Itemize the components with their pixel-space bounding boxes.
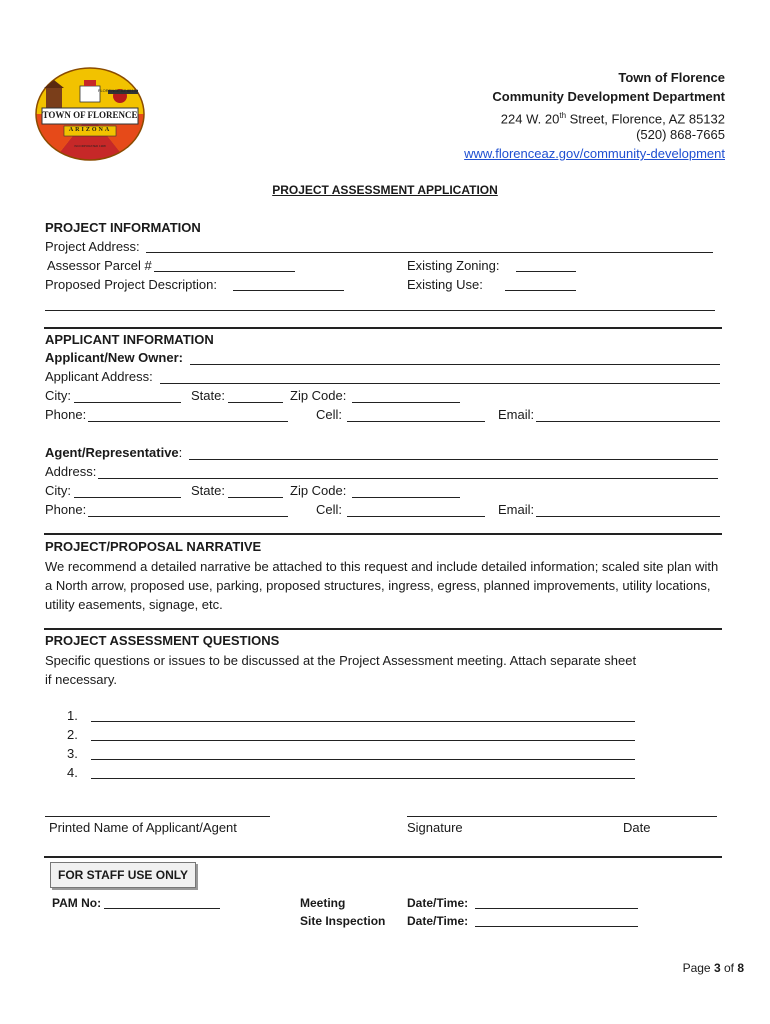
agent-state-label: State: [191, 483, 225, 498]
project-info-heading: PROJECT INFORMATION [45, 220, 201, 235]
agent-zip-field[interactable] [352, 497, 460, 498]
section-divider [44, 327, 722, 329]
applicant-state-label: State: [191, 388, 225, 403]
applicant-email-field[interactable] [536, 421, 720, 422]
page-current: 3 [713, 961, 721, 975]
agent-cell-field[interactable] [347, 516, 485, 517]
description-field[interactable] [233, 290, 344, 291]
page-total: 8 [737, 961, 744, 975]
agent-colon: : [178, 445, 183, 460]
question-number: 3. [67, 746, 78, 761]
question-field-1[interactable] [91, 721, 635, 722]
printed-name-field[interactable] [45, 816, 270, 817]
agent-zip-label: Zip Code: [290, 483, 347, 498]
applicant-address-field[interactable] [160, 383, 720, 384]
questions-text: Specific questions or issues to be discussed at the Project Assessment meeting. Attach separate sheet if necessary. [45, 653, 637, 687]
project-address-field[interactable] [146, 252, 713, 253]
project-address-label: Project Address: [45, 239, 140, 254]
agent-email-field[interactable] [536, 516, 720, 517]
staff-use-box: FOR STAFF USE ONLY [50, 862, 196, 888]
page-separator: of [720, 961, 738, 975]
agent-label-group [45, 445, 182, 461]
inspection-datetime-field[interactable] [475, 926, 638, 927]
agent-cell-label: Cell: [316, 502, 343, 517]
applicant-owner-label: Applicant/New Owner: [45, 350, 183, 365]
questions-heading: PROJECT ASSESSMENT QUESTIONS [45, 633, 280, 648]
logo-banner-text: TOWN OF FLORENCE [42, 110, 138, 120]
agent-state-field[interactable] [228, 497, 283, 498]
page-number [683, 960, 744, 976]
zoning-label: Existing Zoning: [407, 258, 500, 273]
section-divider [44, 628, 722, 630]
agent-city-field[interactable] [74, 497, 181, 498]
page-prefix: Page [682, 961, 714, 975]
description-label: Proposed Project Description: [45, 277, 217, 292]
applicant-state-field[interactable] [228, 402, 283, 403]
website-link[interactable]: www.florenceaz.gov/community-development [464, 146, 725, 161]
street-suffix: th [559, 111, 567, 120]
signature-date-field[interactable] [407, 816, 717, 817]
question-number: 1. [67, 708, 78, 723]
town-seal-logo [34, 66, 146, 162]
applicant-cell-field[interactable] [347, 421, 485, 422]
agent-address-label: Address: [45, 464, 97, 479]
signature-label: Signature [407, 820, 463, 835]
applicant-zip-label: Zip Code: [290, 388, 347, 403]
org-name: Town of Florence [618, 70, 725, 85]
agent-label: Agent/Representative [45, 445, 179, 460]
narrative-heading: PROJECT/PROPOSAL NARRATIVE [45, 539, 262, 554]
agent-phone-label: Phone: [45, 502, 87, 517]
narrative-text: We recommend a detailed narrative be attached to this request and include detailed information; scaled site plan with a North arrow, proposed use, parking, proposed structures, ingress, egress, planned improvements, utility locations, utility easements, signage, etc. [45, 559, 719, 612]
agent-name-field[interactable] [189, 459, 718, 460]
department-name: Community Development Department [492, 89, 725, 104]
meeting-datetime-label: Date/Time: [407, 896, 469, 910]
applicant-zip-field[interactable] [352, 402, 460, 403]
form-title: PROJECT ASSESSMENT APPLICATION [272, 183, 498, 197]
agent-city-label: City: [45, 483, 71, 498]
description-continuation-field[interactable] [45, 310, 715, 311]
meeting-label: Meeting [300, 896, 346, 910]
applicant-info-heading: APPLICANT INFORMATION [45, 332, 214, 347]
use-label: Existing Use: [407, 277, 483, 292]
site-inspection-label: Site Inspection [300, 914, 386, 928]
use-field[interactable] [505, 290, 576, 291]
printed-name-label: Printed Name of Applicant/Agent [49, 820, 237, 835]
question-field-2[interactable] [91, 740, 635, 741]
agent-email-label: Email: [498, 502, 535, 517]
applicant-cell-label: Cell: [316, 407, 343, 422]
logo-bottom-text: INCORPORATED 1908 [74, 144, 106, 148]
date-label: Date [623, 820, 651, 835]
agent-phone-field[interactable] [88, 516, 288, 517]
pam-label: PAM No: [52, 896, 102, 910]
parcel-label: Assessor Parcel # [47, 258, 152, 273]
logo-state-text: ARIZONA [68, 127, 112, 133]
parcel-field[interactable] [154, 271, 295, 272]
question-field-3[interactable] [91, 759, 635, 760]
applicant-city-field[interactable] [74, 402, 181, 403]
street-address-rest: Street, Florence, AZ 85132 [566, 111, 725, 127]
agent-address-field[interactable] [98, 478, 718, 479]
meeting-datetime-field[interactable] [475, 908, 638, 909]
question-number: 4. [67, 765, 78, 780]
pam-field[interactable] [104, 908, 220, 909]
applicant-phone-field[interactable] [88, 421, 288, 422]
inspection-datetime-label: Date/Time: [407, 914, 469, 928]
applicant-city-label: City: [45, 388, 71, 403]
applicant-address-label: Applicant Address: [45, 369, 153, 384]
logo-top-text: FLORENCE AZ 85132 [98, 88, 139, 93]
applicant-phone-label: Phone: [45, 407, 87, 422]
phone-number: (520) 868-7665 [636, 127, 725, 142]
question-number: 2. [67, 727, 78, 742]
section-divider [44, 533, 722, 535]
street-address-part: 224 W. 20 [500, 111, 560, 127]
question-field-4[interactable] [91, 778, 635, 779]
section-divider [44, 856, 722, 858]
applicant-owner-field[interactable] [190, 364, 720, 365]
applicant-email-label: Email: [498, 407, 535, 422]
zoning-field[interactable] [516, 271, 576, 272]
